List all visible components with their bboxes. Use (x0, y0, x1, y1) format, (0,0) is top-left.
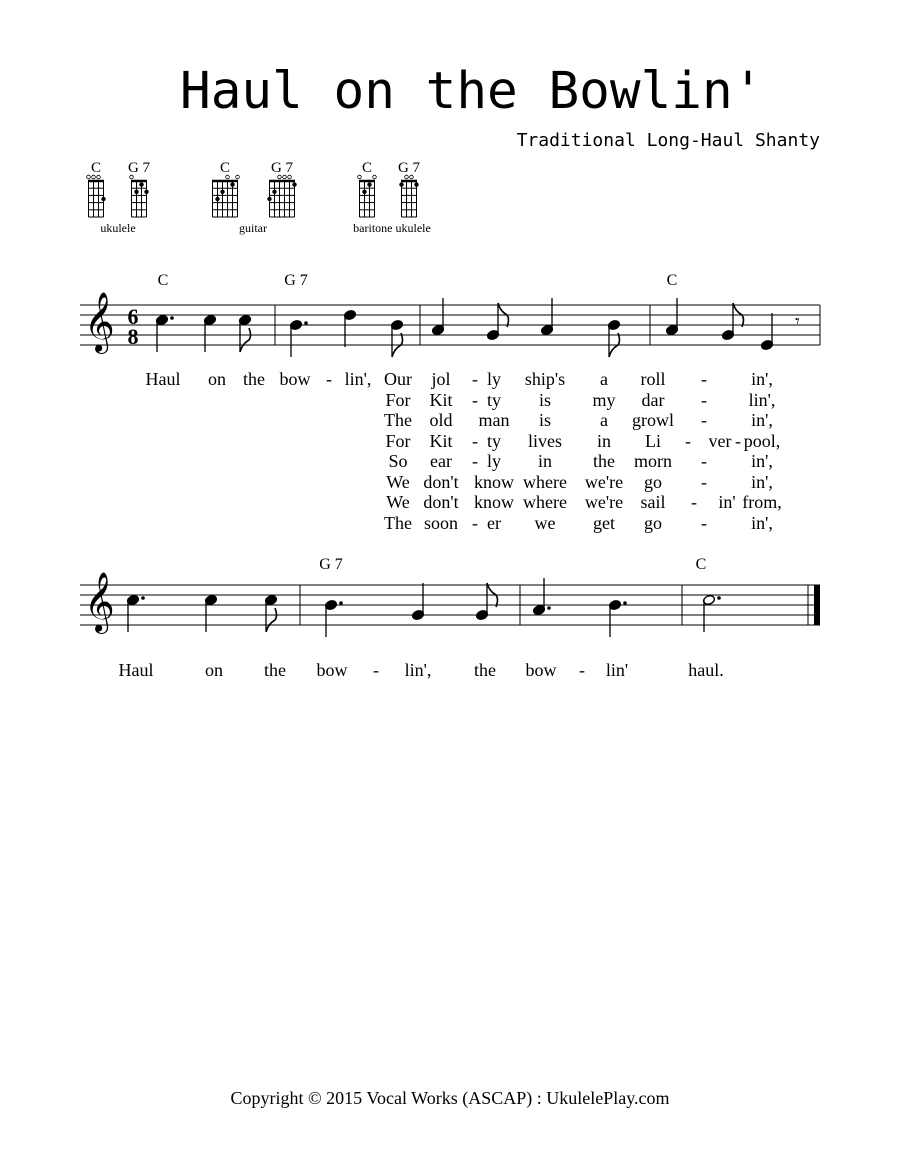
note (665, 298, 678, 336)
chord-label: G 7 (270, 160, 294, 176)
lyric-syllable: bow (316, 660, 348, 680)
lyric-syllable: we're (584, 471, 624, 492)
lyric-syllable: So (388, 451, 408, 471)
dot (339, 601, 343, 605)
lyric-syllable: in' (718, 492, 736, 512)
dot (141, 596, 145, 600)
lyric-syllable: where (523, 492, 567, 512)
lyric-syllable: go (644, 471, 662, 492)
note (390, 319, 403, 357)
note (203, 314, 216, 352)
lyric-syllable: lin', (748, 389, 776, 410)
lyric-syllable: the (243, 369, 265, 389)
lyric-syllable: We (386, 492, 410, 512)
lyric-syllable: ship's (524, 369, 566, 389)
lyric-syllable: my (592, 389, 616, 410)
chord-diagram (398, 160, 421, 217)
lyric-syllable: For (385, 430, 411, 451)
finger-dot (215, 197, 219, 201)
chord-diagram (87, 160, 106, 217)
lyric-syllable: where (523, 471, 567, 492)
chord-label: G 7 (397, 160, 421, 176)
lyric-syllable: in', (751, 471, 773, 492)
chord-symbol: C (666, 272, 678, 289)
lyric-syllable: in', (751, 369, 773, 389)
note (431, 298, 444, 336)
treble-clef-icon: 𝄞 (84, 292, 115, 352)
lyric-syllable: - (701, 451, 707, 471)
lyric-syllable: lin' (605, 660, 629, 680)
lyric-syllable: dar (641, 389, 665, 410)
lyric-syllable: we (534, 512, 556, 533)
lyric-syllable: the (474, 660, 496, 680)
lyric-syllable: in', (751, 410, 773, 430)
note (411, 583, 424, 621)
chord-symbol: G 7 (284, 272, 308, 289)
note (702, 594, 720, 632)
lyric-syllable: For (385, 389, 411, 410)
time-sig-top: 6 (127, 304, 139, 329)
lyric-syllable: - (373, 660, 379, 680)
lyric-syllable: a (600, 369, 608, 389)
lyric-syllable: growl (632, 410, 674, 430)
lyric-syllable: don't (423, 492, 459, 512)
lyric-syllable: is (538, 389, 552, 410)
note (155, 314, 173, 352)
lyric-syllable: - (701, 410, 707, 430)
flag (266, 608, 277, 632)
finger-dot (139, 182, 143, 186)
chord-label: C (219, 160, 231, 176)
lyric-syllable: - (579, 660, 585, 680)
chord-diagram (358, 160, 377, 217)
lyric-syllable: get (593, 512, 615, 533)
note (607, 319, 620, 357)
flag (240, 328, 251, 352)
lyric-syllable: Kit (429, 389, 453, 410)
lyric-syllable: don't (423, 471, 459, 492)
lyric-syllable: is (538, 410, 552, 430)
note (204, 594, 217, 632)
chord-diagram (267, 160, 296, 217)
song-title: Haul on the Bowlin' (180, 62, 764, 121)
lyric-syllable: the (264, 660, 286, 680)
lyric-syllable: pool, (743, 430, 781, 451)
lyric-syllable: lives (528, 430, 562, 451)
lyric-syllable: on (208, 369, 226, 389)
lyric-syllable: Haul (118, 660, 154, 680)
note (126, 594, 144, 632)
copyright: Copyright © 2015 Vocal Works (ASCAP) : UkulelePlay.com (230, 1088, 670, 1108)
lyric-syllable: ty (486, 389, 502, 410)
note (264, 594, 277, 632)
dot (547, 606, 551, 610)
lyric-syllable: - (472, 451, 478, 471)
note (343, 309, 356, 347)
note (760, 313, 773, 351)
chord-diagram (212, 160, 239, 217)
lyric-syllable: man (478, 410, 510, 430)
finger-dot (230, 182, 234, 186)
lyric-syllable: - (701, 512, 707, 533)
lyric-syllable: ear (430, 451, 452, 471)
song-subtitle: Traditional Long-Haul Shanty (516, 130, 820, 151)
finger-dot (362, 190, 366, 194)
finger-dot (101, 197, 105, 201)
lyric-syllable: jol (431, 369, 451, 389)
eighth-rest-icon: 𝄾 (795, 311, 800, 332)
final-barline-thick (814, 585, 820, 625)
note (540, 298, 553, 336)
lyric-syllable: Kit (429, 430, 453, 451)
lyric-syllable: ver (708, 430, 732, 451)
lyric-syllable: We (386, 471, 410, 492)
lyric-syllable: - (472, 512, 478, 533)
instrument-label: guitar (239, 221, 267, 235)
lyric-syllable: ly (486, 369, 502, 389)
note (238, 314, 251, 352)
treble-clef-icon: 𝄞 (84, 572, 115, 632)
chord-diagrams (0, 150, 470, 240)
lyric-syllable: morn (634, 451, 672, 471)
lyric-syllable: lin', (344, 369, 372, 389)
lyric-syllable: - (685, 430, 691, 451)
lyric-syllable: on (205, 660, 223, 680)
lyric-syllable: - (691, 492, 697, 512)
finger-dot (134, 190, 138, 194)
lyric-syllable: er (487, 512, 501, 533)
dot (170, 316, 174, 320)
chord-diagram (128, 160, 151, 217)
lyric-syllable: soon (423, 512, 459, 533)
lyric-syllable: ly (486, 451, 502, 471)
note (532, 578, 550, 616)
chord-symbol: C (695, 556, 707, 573)
finger-dot (367, 182, 371, 186)
finger-dot (220, 190, 224, 194)
staff-system-2 (0, 555, 900, 675)
chord-label: G 7 (127, 160, 151, 176)
lyric-syllable: Our (384, 369, 412, 389)
lyric-syllable: in (537, 451, 553, 471)
finger-dot (292, 182, 296, 186)
lyric-syllable: - (326, 369, 332, 389)
dot (304, 321, 308, 325)
finger-dot (267, 197, 271, 201)
lyric-syllable: in', (751, 512, 773, 533)
lyric-syllable: roll (640, 369, 666, 389)
lyric-syllable: sail (640, 492, 666, 512)
lyric-syllable: - (472, 369, 478, 389)
lyric-syllable: know (474, 471, 514, 492)
lyric-syllable: know (474, 492, 514, 512)
lyric-syllable: lin', (404, 660, 432, 680)
lyric-syllable: The (384, 512, 412, 533)
lyric-syllable: in (596, 430, 612, 451)
lyric-syllable: - (701, 471, 707, 492)
lyric-syllable: haul. (688, 660, 724, 680)
chord-symbol: G 7 (319, 556, 343, 573)
dot (717, 596, 721, 600)
lyric-syllable: The (384, 410, 412, 430)
chord-symbol: C (157, 272, 169, 289)
finger-dot (414, 182, 418, 186)
lyric-syllable: old (429, 410, 453, 430)
time-sig-bottom: 8 (127, 324, 139, 349)
finger-dot (144, 190, 148, 194)
lyric-syllable: - (701, 369, 707, 389)
lyric-syllable: - (701, 389, 707, 410)
instrument-label: ukulele (100, 221, 136, 235)
lyric-syllable: go (644, 512, 662, 533)
lyric-syllable: we're (584, 492, 624, 512)
lyric-syllable: - (735, 430, 741, 451)
finger-dot (272, 190, 276, 194)
lyric-syllable: from, (742, 492, 782, 512)
finger-dot (399, 182, 403, 186)
lyric-syllable: the (593, 451, 615, 471)
lyric-syllable: ty (486, 430, 502, 451)
lyric-syllable: bow (279, 369, 311, 389)
lyric-syllable: Haul (145, 369, 181, 389)
chord-label: C (361, 160, 373, 176)
dot (623, 601, 627, 605)
lyric-syllable: in', (751, 451, 773, 471)
chord-label: C (90, 160, 102, 176)
lyric-syllable: - (472, 430, 478, 451)
lyric-syllable: bow (525, 660, 557, 680)
lyric-syllable: a (600, 410, 608, 430)
lyric-syllable: Li (645, 430, 661, 451)
instrument-label: baritone ukulele (353, 221, 431, 235)
lyric-syllable: - (472, 389, 478, 410)
